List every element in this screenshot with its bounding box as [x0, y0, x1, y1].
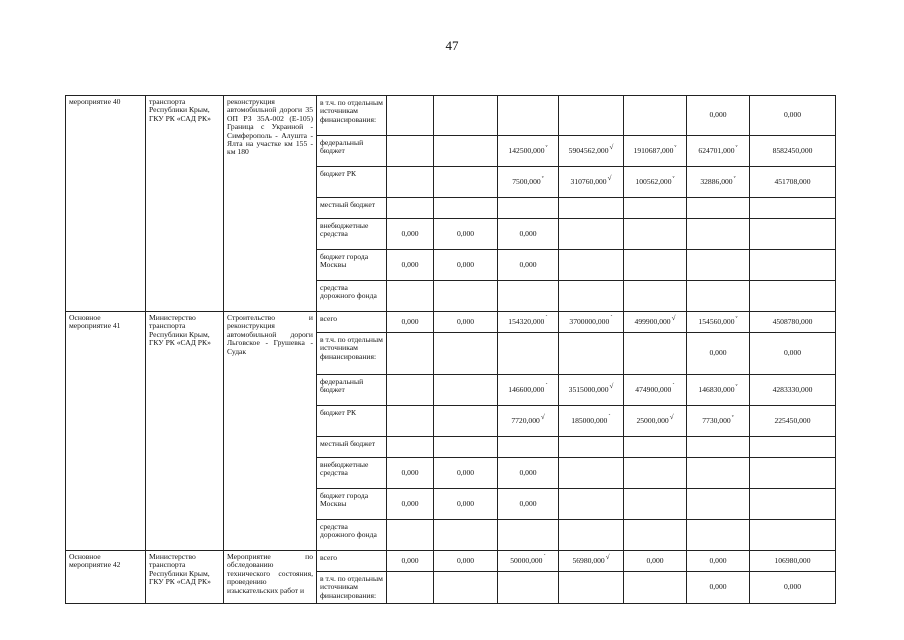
amount-cell — [434, 572, 498, 604]
amount-cell — [559, 312, 624, 333]
amount-value: 0,000 — [401, 228, 419, 238]
amount-cell — [387, 551, 434, 572]
amount-value: 0,000 — [709, 110, 727, 120]
amount-cell — [687, 281, 750, 312]
amount-cell — [498, 219, 559, 250]
event-description: Строительство и реконструкция автомобильной дороги Льговское - Грушевка - Судак — [224, 312, 317, 551]
amount-cell — [434, 375, 498, 406]
amount-cell — [434, 136, 498, 167]
funding-source: бюджет города Москвы — [317, 250, 387, 281]
amount-cell — [559, 437, 624, 458]
amount-value: 185000,000 — [571, 415, 608, 425]
amount-cell — [434, 551, 498, 572]
amount-cell — [624, 489, 687, 520]
amount-cell — [387, 520, 434, 551]
check-mark: ˋ — [543, 553, 546, 562]
amount-cell — [498, 437, 559, 458]
amount-cell — [750, 167, 836, 198]
amount-cell — [624, 458, 687, 489]
funding-source: федеральный бюджет — [317, 136, 387, 167]
funding-source: внебюджетные средства — [317, 458, 387, 489]
check-mark: ᵛ — [672, 174, 675, 183]
amount-value: 146830,000 — [698, 384, 735, 394]
amount-cell — [498, 312, 559, 333]
amount-cell — [687, 333, 750, 375]
amount-value: 0,000 — [783, 110, 802, 120]
check-mark: √ — [605, 553, 610, 562]
amount-value: 154560,000 — [698, 316, 735, 326]
amount-cell — [624, 375, 687, 406]
amount-cell — [434, 520, 498, 551]
amount-value: 0,000 — [401, 467, 419, 477]
amount-cell — [687, 250, 750, 281]
amount-cell — [559, 375, 624, 406]
amount-cell — [687, 458, 750, 489]
amount-value: 100562,000 — [635, 176, 672, 186]
amount-cell — [498, 572, 559, 604]
amount-cell — [624, 333, 687, 375]
check-mark: ᵛ — [733, 174, 736, 183]
amount-cell — [750, 281, 836, 312]
check-mark: √ — [540, 413, 545, 422]
amount-cell — [559, 520, 624, 551]
amount-cell — [498, 375, 559, 406]
funding-source: средства дорожного фонда — [317, 281, 387, 312]
amount-cell — [434, 437, 498, 458]
event-description: реконструкция автомобильной дороги 35 ОП РЗ 35А-002 (Е-105) Граница с Украиной - Симферополь - Алушта - Ялта на участке км 155 - км 180 — [224, 96, 317, 312]
amount-value: 0,000 — [783, 582, 802, 592]
amount-value: 0,000 — [709, 582, 727, 592]
check-mark: ˋ — [545, 314, 548, 323]
executor-name: Министерство транспорта Республики Крым, ГКУ РК «САД РК» — [146, 551, 224, 604]
amount-cell — [750, 96, 836, 136]
amount-cell — [559, 167, 624, 198]
amount-cell — [750, 572, 836, 604]
amount-cell — [624, 136, 687, 167]
amount-cell — [387, 96, 434, 136]
event-name: Основное мероприятие 41 — [66, 312, 146, 551]
amount-cell — [434, 333, 498, 375]
check-mark: ᵛ — [735, 382, 738, 391]
amount-cell — [687, 489, 750, 520]
amount-value: 56980,000 — [572, 555, 605, 565]
amount-cell — [559, 281, 624, 312]
amount-cell — [498, 551, 559, 572]
amount-cell — [559, 551, 624, 572]
amount-cell — [559, 458, 624, 489]
amount-cell — [750, 136, 836, 167]
amount-cell — [498, 333, 559, 375]
amount-cell — [434, 198, 498, 219]
amount-value: 0,000 — [456, 555, 475, 565]
amount-cell — [387, 219, 434, 250]
check-mark: √ — [609, 143, 614, 152]
amount-cell — [624, 250, 687, 281]
amount-value: 32886,000 — [700, 176, 733, 186]
amount-cell — [687, 136, 750, 167]
amount-cell — [498, 281, 559, 312]
amount-cell — [498, 136, 559, 167]
check-mark: ˋ — [608, 413, 611, 422]
amount-value: 8582450,000 — [772, 145, 813, 155]
amount-value: 0,000 — [401, 259, 419, 269]
amount-cell — [387, 458, 434, 489]
amount-cell — [687, 167, 750, 198]
amount-value: 0,000 — [709, 348, 727, 358]
amount-cell — [434, 167, 498, 198]
amount-cell — [559, 136, 624, 167]
check-mark: √ — [609, 382, 614, 391]
amount-cell — [750, 437, 836, 458]
amount-cell — [434, 489, 498, 520]
amount-value: 25000,000 — [636, 415, 669, 425]
amount-value: 106980,000 — [774, 555, 811, 565]
amount-value: 50000,000 — [510, 555, 543, 565]
amount-cell — [687, 437, 750, 458]
check-mark: ˋ — [672, 382, 675, 391]
amount-cell — [498, 520, 559, 551]
amount-cell — [387, 489, 434, 520]
funding-table — [65, 95, 836, 604]
amount-cell — [559, 333, 624, 375]
amount-cell — [559, 198, 624, 219]
event-name: Основное мероприятие 42 — [66, 551, 146, 604]
amount-value: 0,000 — [519, 259, 537, 269]
check-mark: ᵛ — [674, 143, 677, 152]
amount-cell — [750, 551, 836, 572]
funding-source: всего — [317, 312, 387, 333]
amount-cell — [434, 250, 498, 281]
amount-value: 7730,000 — [702, 415, 731, 425]
amount-cell — [498, 406, 559, 437]
amount-value: 0,000 — [519, 228, 537, 238]
amount-cell — [498, 167, 559, 198]
executor-name: транспорта Республики Крым, ГКУ РК «САД РК» — [146, 96, 224, 312]
amount-cell — [387, 437, 434, 458]
amount-cell — [624, 520, 687, 551]
event-name: мероприятие 40 — [66, 96, 146, 312]
amount-cell — [687, 520, 750, 551]
funding-source: местный бюджет — [317, 437, 387, 458]
check-mark: ᵛ — [735, 314, 738, 323]
funding-source: бюджет города Москвы — [317, 489, 387, 520]
table-body — [66, 96, 836, 604]
amount-cell — [387, 136, 434, 167]
amount-cell — [559, 572, 624, 604]
amount-cell — [750, 458, 836, 489]
amount-cell — [387, 572, 434, 604]
amount-value: 3700000,000 — [569, 316, 610, 326]
funding-source: бюджет РК — [317, 406, 387, 437]
amount-value: 5904562,000 — [568, 145, 609, 155]
amount-cell — [434, 281, 498, 312]
amount-cell — [387, 333, 434, 375]
amount-value: 0,000 — [456, 498, 475, 508]
amount-cell — [624, 406, 687, 437]
funding-source: в т.ч. по отдельным источникам финансирования: — [317, 333, 387, 375]
table-row — [66, 312, 836, 333]
amount-value: 4283330,000 — [772, 384, 813, 394]
amount-value: 0,000 — [456, 228, 475, 238]
amount-cell — [750, 219, 836, 250]
amount-cell — [624, 96, 687, 136]
amount-cell — [559, 489, 624, 520]
amount-cell — [624, 551, 687, 572]
amount-cell — [687, 375, 750, 406]
amount-cell — [434, 406, 498, 437]
amount-cell — [559, 250, 624, 281]
amount-cell — [687, 551, 750, 572]
amount-cell — [687, 219, 750, 250]
amount-cell — [498, 458, 559, 489]
amount-cell — [434, 458, 498, 489]
amount-value: 0,000 — [401, 316, 419, 326]
amount-cell — [750, 333, 836, 375]
funding-source: всего — [317, 551, 387, 572]
amount-cell — [498, 250, 559, 281]
amount-value: 7720,000 — [511, 415, 540, 425]
check-mark: ˊ — [610, 314, 613, 323]
executor-name: Министерство транспорта Республики Крым, ГКУ РК «САД РК» — [146, 312, 224, 551]
amount-cell — [687, 312, 750, 333]
amount-cell — [750, 489, 836, 520]
amount-value: 624701,000 — [698, 145, 735, 155]
amount-cell — [687, 198, 750, 219]
amount-cell — [387, 312, 434, 333]
amount-cell — [498, 198, 559, 219]
check-mark: ᵛ — [541, 174, 544, 183]
check-mark: ᵛ — [735, 143, 738, 152]
funding-source: местный бюджет — [317, 198, 387, 219]
amount-value: 1910687,000 — [633, 145, 674, 155]
table-row — [66, 551, 836, 572]
amount-cell — [624, 312, 687, 333]
amount-value: 310760,000 — [570, 176, 607, 186]
amount-value: 4508780,000 — [772, 316, 813, 326]
event-description: Мероприятие по обследованию технического состояния, проведению изыскательских работ и — [224, 551, 317, 604]
page-number: 47 — [445, 38, 459, 53]
amount-value: 0,000 — [783, 348, 802, 358]
check-mark: ᵛ — [731, 413, 734, 422]
amount-value: 0,000 — [709, 555, 727, 565]
amount-value: 154320,000 — [508, 316, 545, 326]
amount-cell — [387, 375, 434, 406]
amount-cell — [687, 96, 750, 136]
amount-cell — [387, 281, 434, 312]
amount-cell — [687, 406, 750, 437]
amount-cell — [624, 437, 687, 458]
amount-cell — [387, 198, 434, 219]
funding-source: средства дорожного фонда — [317, 520, 387, 551]
table-row — [66, 96, 836, 136]
amount-cell — [434, 219, 498, 250]
amount-value: 474900,000 — [635, 384, 672, 394]
amount-cell — [750, 520, 836, 551]
amount-value: 0,000 — [401, 498, 419, 508]
amount-cell — [750, 312, 836, 333]
amount-value: 225450,000 — [774, 415, 811, 425]
check-mark: √ — [607, 174, 612, 183]
amount-cell — [624, 167, 687, 198]
check-mark: √ — [671, 314, 676, 323]
amount-value: 0,000 — [519, 467, 537, 477]
funding-source: в т.ч. по отдельным источникам финансирования: — [317, 96, 387, 136]
amount-value: 0,000 — [646, 555, 664, 565]
amount-value: 0,000 — [456, 316, 475, 326]
amount-value: 499900,000 — [634, 316, 671, 326]
funding-source: бюджет РК — [317, 167, 387, 198]
amount-cell — [559, 219, 624, 250]
funding-source: внебюджетные средства — [317, 219, 387, 250]
amount-value: 142500,000 — [508, 145, 545, 155]
funding-source: в т.ч. по отдельным источникам финансирования: — [317, 572, 387, 604]
amount-value: 146600,000 — [508, 384, 545, 394]
funding-source: федеральный бюджет — [317, 375, 387, 406]
amount-cell — [559, 406, 624, 437]
amount-cell — [387, 167, 434, 198]
amount-cell — [559, 96, 624, 136]
amount-cell — [624, 281, 687, 312]
amount-value: 0,000 — [456, 467, 475, 477]
amount-value: 0,000 — [401, 555, 419, 565]
amount-cell — [434, 96, 498, 136]
amount-cell — [750, 198, 836, 219]
amount-cell — [687, 572, 750, 604]
amount-cell — [434, 312, 498, 333]
amount-cell — [498, 96, 559, 136]
amount-value: 0,000 — [519, 498, 537, 508]
amount-value: 3515000,000 — [568, 384, 609, 394]
check-mark: √ — [669, 413, 674, 422]
amount-cell — [750, 406, 836, 437]
amount-cell — [624, 219, 687, 250]
amount-cell — [750, 250, 836, 281]
amount-cell — [624, 572, 687, 604]
amount-cell — [750, 375, 836, 406]
amount-value: 451708,000 — [774, 176, 811, 186]
amount-cell — [387, 406, 434, 437]
check-mark: ᵛ — [545, 143, 548, 152]
amount-cell — [387, 250, 434, 281]
check-mark: ˊ — [545, 382, 548, 391]
amount-cell — [624, 198, 687, 219]
amount-value: 0,000 — [456, 259, 475, 269]
amount-value: 7500,000 — [512, 176, 541, 186]
amount-cell — [498, 489, 559, 520]
